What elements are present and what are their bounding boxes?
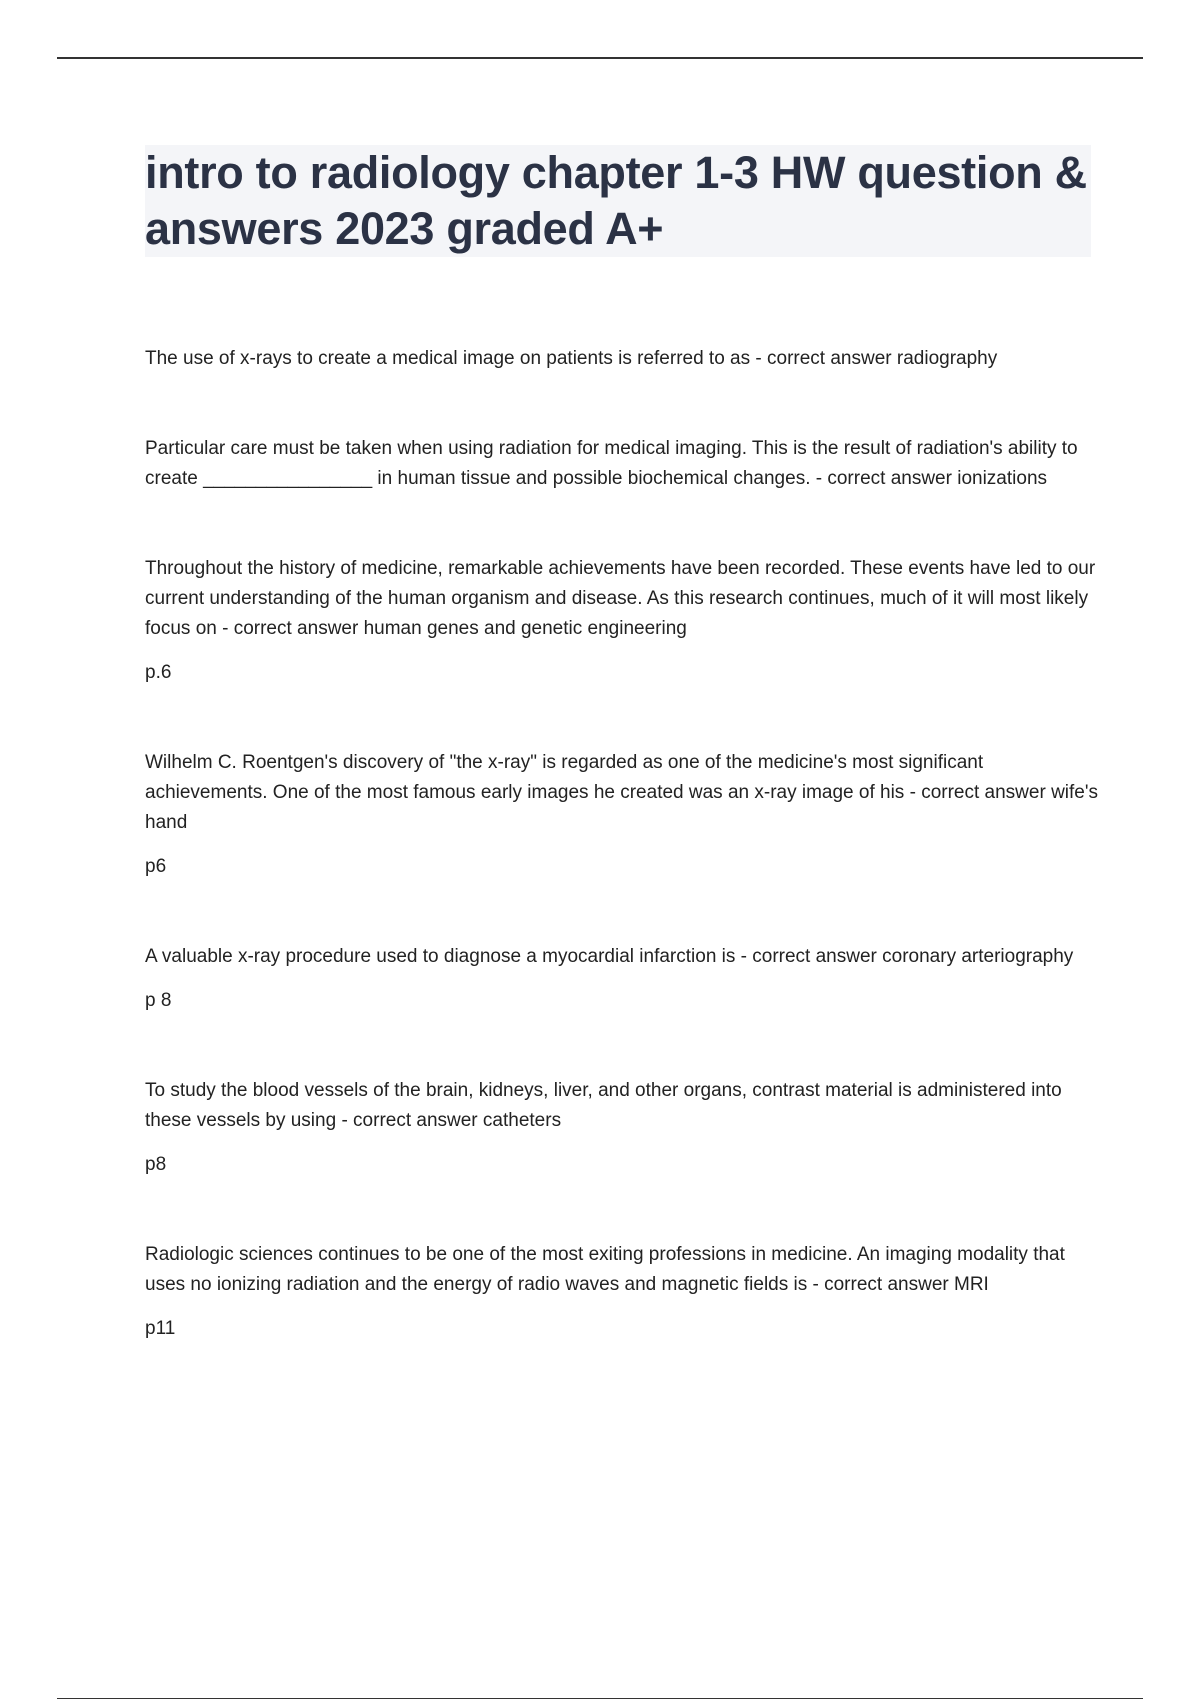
title-banner bbox=[145, 145, 1091, 257]
qa-question: Throughout the history of medicine, remarkable achievements have been recorded. These events have led to our current understanding of the human organism and disease. As this research continues, much of it will most likely focus on - correct answer human genes and genetic engineering bbox=[145, 558, 1096, 639]
qa-question: Radiologic sciences continues to be one of the most exiting professions in medicine. An imaging modality that uses no ionizing radiation and the energy of radio waves and magnetic fields is - correct answer MRI bbox=[145, 1244, 1065, 1295]
qa-question: The use of x-rays to create a medical image on patients is referred to as - correct answer radiography bbox=[145, 348, 998, 369]
qa-question: Particular care must be taken when using radiation for medical imaging. This is the result of radiation's ability to create ________________ in human tissue and possible biochemical changes. - correct answer ionizations bbox=[145, 438, 1078, 489]
qa-item bbox=[145, 1076, 1100, 1180]
qa-page-ref: p8 bbox=[145, 1154, 167, 1175]
qa-item bbox=[145, 942, 1100, 1016]
qa-item bbox=[145, 434, 1100, 494]
qa-item bbox=[145, 344, 1100, 374]
qa-page-ref: p.6 bbox=[145, 662, 172, 683]
qa-item bbox=[145, 748, 1100, 882]
page-title: intro to radiology chapter 1-3 HW question & answers 2023 graded A+ bbox=[145, 147, 1087, 254]
qa-question: To study the blood vessels of the brain, kidneys, liver, and other organs, contrast material is administered into these vessels by using - correct answer catheters bbox=[145, 1080, 1062, 1131]
qa-item bbox=[145, 554, 1100, 688]
qa-question: A valuable x-ray procedure used to diagnose a myocardial infarction is - correct answer coronary arteriography bbox=[145, 946, 1074, 967]
qa-list bbox=[145, 344, 1100, 1344]
qa-item bbox=[145, 1240, 1100, 1344]
qa-question: Wilhelm C. Roentgen's discovery of "the x-ray" is regarded as one of the medicine's most significant achievements. One of the most famous early images he created was an x-ray image of his - correct answer wife's hand bbox=[145, 752, 1098, 833]
bottom-rule bbox=[57, 1698, 1143, 1699]
top-rule bbox=[57, 57, 1143, 59]
qa-page-ref: p11 bbox=[145, 1318, 176, 1339]
qa-page-ref: p 8 bbox=[145, 990, 172, 1011]
qa-page-ref: p6 bbox=[145, 856, 167, 877]
